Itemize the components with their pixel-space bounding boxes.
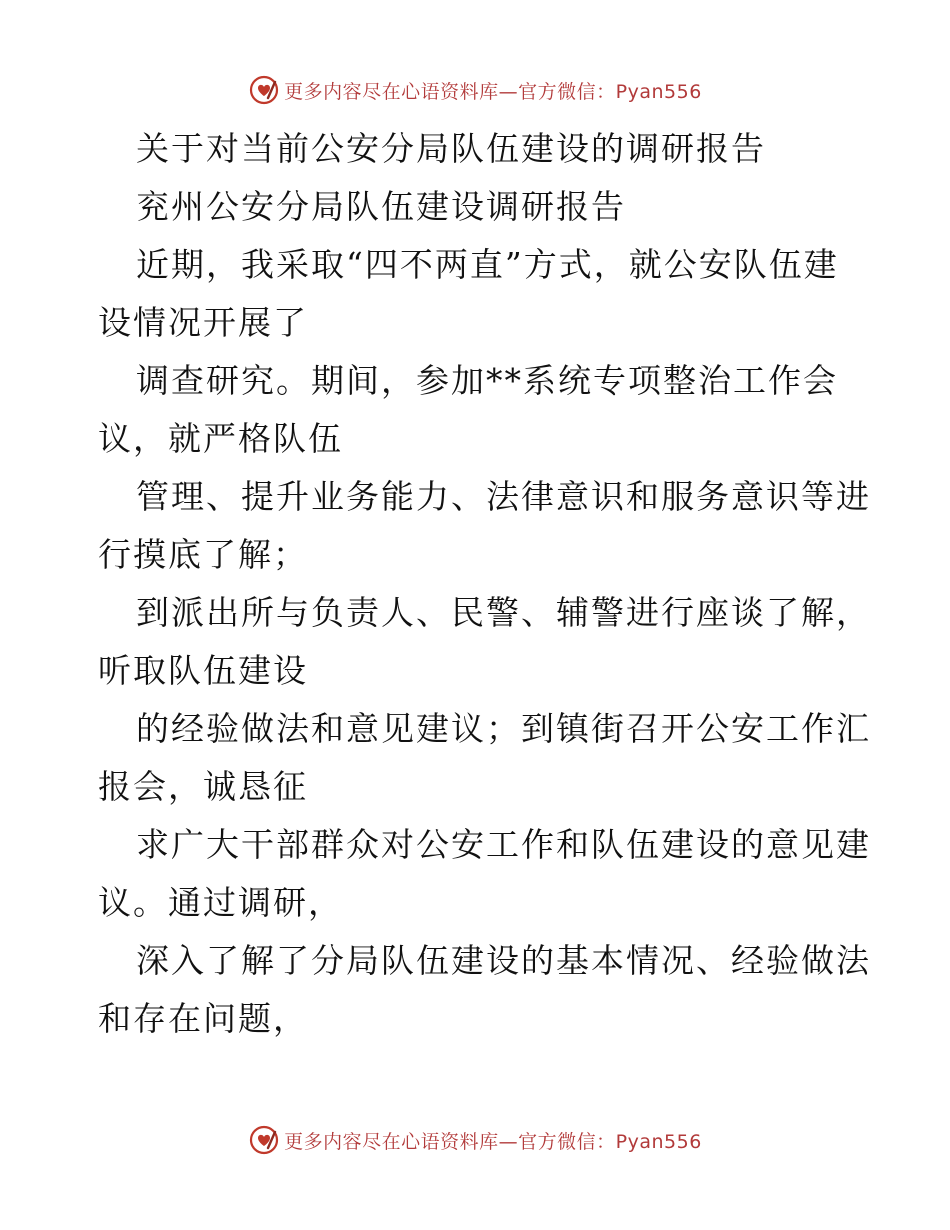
header-banner <box>0 70 950 110</box>
doc-line: 议。通过调研， <box>98 883 343 922</box>
doc-line: 和存在问题， <box>98 999 308 1038</box>
doc-line: 到派出所与负责人、民警、辅警进行座谈了解， <box>136 593 871 632</box>
heart-pen-logo-icon <box>248 1124 280 1156</box>
heart-pen-logo-icon <box>248 74 280 106</box>
doc-line: 议，就严格队伍 <box>98 419 343 458</box>
footer-banner-text: 更多内容尽在心语资料库—官方微信：Pyan556 <box>284 1130 702 1153</box>
doc-line: 调查研究。期间，参加**系统专项整治工作会 <box>136 361 838 400</box>
doc-line: 关于对当前公安分局队伍建设的调研报告 <box>136 129 766 168</box>
doc-line: 管理、提升业务能力、法律意识和服务意识等进 <box>136 477 871 516</box>
doc-line: 深入了解了分局队伍建设的基本情况、经验做法 <box>136 941 871 980</box>
doc-line: 听取队伍建设 <box>98 651 308 690</box>
doc-line: 近期，我采取“四不两直”方式，就公安队伍建 <box>136 245 839 284</box>
document-body <box>98 120 871 1048</box>
doc-line: 设情况开展了 <box>98 303 308 342</box>
doc-line: 的经验做法和意见建议；到镇街召开公安工作汇 <box>136 709 871 748</box>
doc-line: 报会，诚恳征 <box>98 767 308 806</box>
header-banner-text: 更多内容尽在心语资料库—官方微信：Pyan556 <box>284 80 702 103</box>
doc-line: 求广大干部群众对公安工作和队伍建设的意见建 <box>136 825 871 864</box>
footer-banner <box>0 1120 950 1160</box>
doc-line: 行摸底了解； <box>98 535 308 574</box>
doc-line: 兖州公安分局队伍建设调研报告 <box>136 187 626 226</box>
